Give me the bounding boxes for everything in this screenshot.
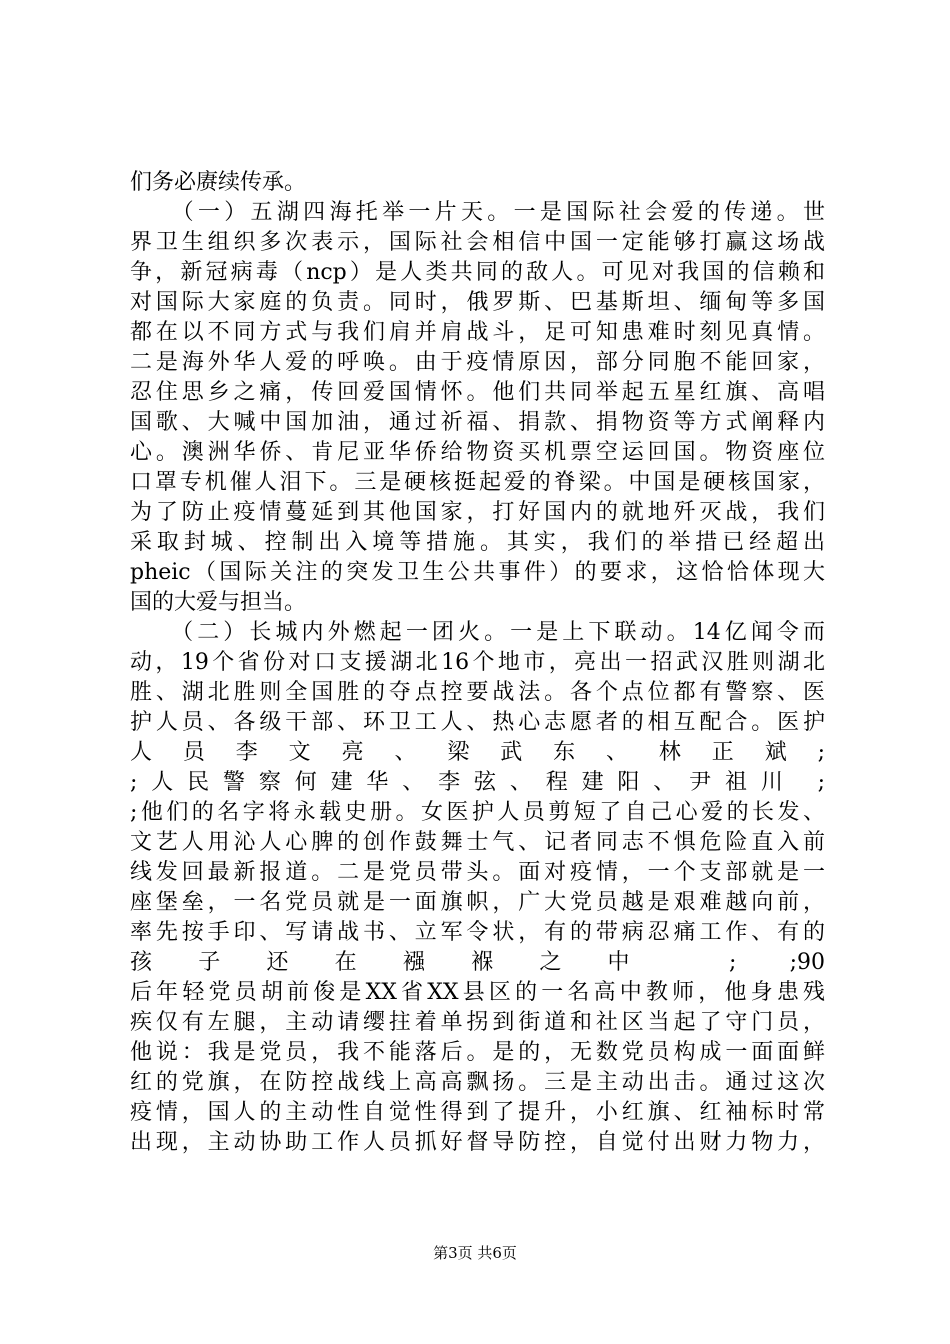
text-line: 他说：我是党员，我不能落后。是的，无数党员构成一面面鲜 xyxy=(130,1040,825,1065)
text-line: 孩子还在襁褓之中 ; ;90 xyxy=(130,950,825,975)
text-line: 界卫生组织多次表示，国际社会相信中国一定能够打赢这场战 xyxy=(130,230,825,255)
text-line: 为了防止疫情蔓延到其他国家，打好国内的就地歼灭战，我们 xyxy=(130,500,825,525)
text-line: （一）五湖四海托举一片天。一是国际社会爱的传递。世 xyxy=(130,200,825,225)
text-line: pheic（国际关注的突发卫生公共事件）的要求，这恰恰体现大 xyxy=(130,560,825,585)
text-line: 出现，主动协助工作人员抓好督导防控，自觉付出财力物力， xyxy=(130,1130,825,1155)
text-line: ;人民警察何建华、李弦、程建阳、尹祖川 ; xyxy=(130,770,825,795)
text-line: 忍住思乡之痛，传回爱国情怀。他们共同举起五星红旗、高唱 xyxy=(130,380,825,405)
text-line: 后年轻党员胡前俊是XX省XX县区的一名高中教师，他身患残 xyxy=(130,980,825,1005)
text-line: 文艺人用沁人心脾的创作鼓舞士气、记者同志不惧危险直入前 xyxy=(130,830,825,855)
text-line: 人 员 李 文 亮 、 梁 武 东 、 林 正 斌 ; xyxy=(130,740,825,765)
body-text xyxy=(130,168,825,1158)
text-line: 护人员、各级干部、环卫工人、热心志愿者的相互配合。医护 xyxy=(130,710,825,735)
text-line: 红的党旗，在防控战线上高高飘扬。三是主动出击。通过这次 xyxy=(130,1070,825,1095)
text-line: 心。澳洲华侨、肯尼亚华侨给物资买机票空运回国。物资座位 xyxy=(130,440,825,465)
text-line: 座堡垒，一名党员就是一面旗帜，广大党员越是艰难越向前， xyxy=(130,890,825,915)
text-line: 疾仅有左腿，主动请缨拄着单拐到街道和社区当起了守门员， xyxy=(130,1010,825,1035)
text-line: 们务必赓续传承。 xyxy=(130,170,307,195)
text-line: 都在以不同方式与我们肩并肩战斗，足可知患难时刻见真情。 xyxy=(130,320,825,345)
text-line: 二是海外华人爱的呼唤。由于疫情原因，部分同胞不能回家， xyxy=(130,350,825,375)
text-line: 线发回最新报道。二是党员带头。面对疫情，一个支部就是一 xyxy=(130,860,825,885)
page-footer: 第3页 共6页 xyxy=(433,1244,517,1262)
text-line: 采取封城、控制出入境等措施。其实，我们的举措已经超出 xyxy=(130,530,825,555)
text-line: 争，新冠病毒（ncp）是人类共同的敌人。可见对我国的信赖和 xyxy=(130,260,825,285)
text-line: 口罩专机催人泪下。三是硬核挺起爱的脊梁。中国是硬核国家， xyxy=(130,470,825,495)
text-line: 胜、湖北胜则全国胜的夺点控要战法。各个点位都有警察、医 xyxy=(130,680,825,705)
text-line: 国歌、大喊中国加油，通过祈福、捐款、捐物资等方式阐释内 xyxy=(130,410,825,435)
text-line: ;他们的名字将永载史册。女医护人员剪短了自己心爱的长发、 xyxy=(130,800,825,825)
text-line: 率先按手印、写请战书、立军令状，有的带病忍痛工作、有的 xyxy=(130,920,825,945)
text-line: 国的大爱与担当。 xyxy=(130,590,307,615)
text-line: 疫情，国人的主动性自觉性得到了提升，小红旗、红袖标时常 xyxy=(130,1100,825,1125)
text-line: 动，19个省份对口支援湖北16个地市，亮出一招武汉胜则湖北 xyxy=(130,650,825,675)
text-line: （二）长城内外燃起一团火。一是上下联动。14亿闻令而 xyxy=(130,620,825,645)
text-line: 对国际大家庭的负责。同时，俄罗斯、巴基斯坦、缅甸等多国 xyxy=(130,290,825,315)
